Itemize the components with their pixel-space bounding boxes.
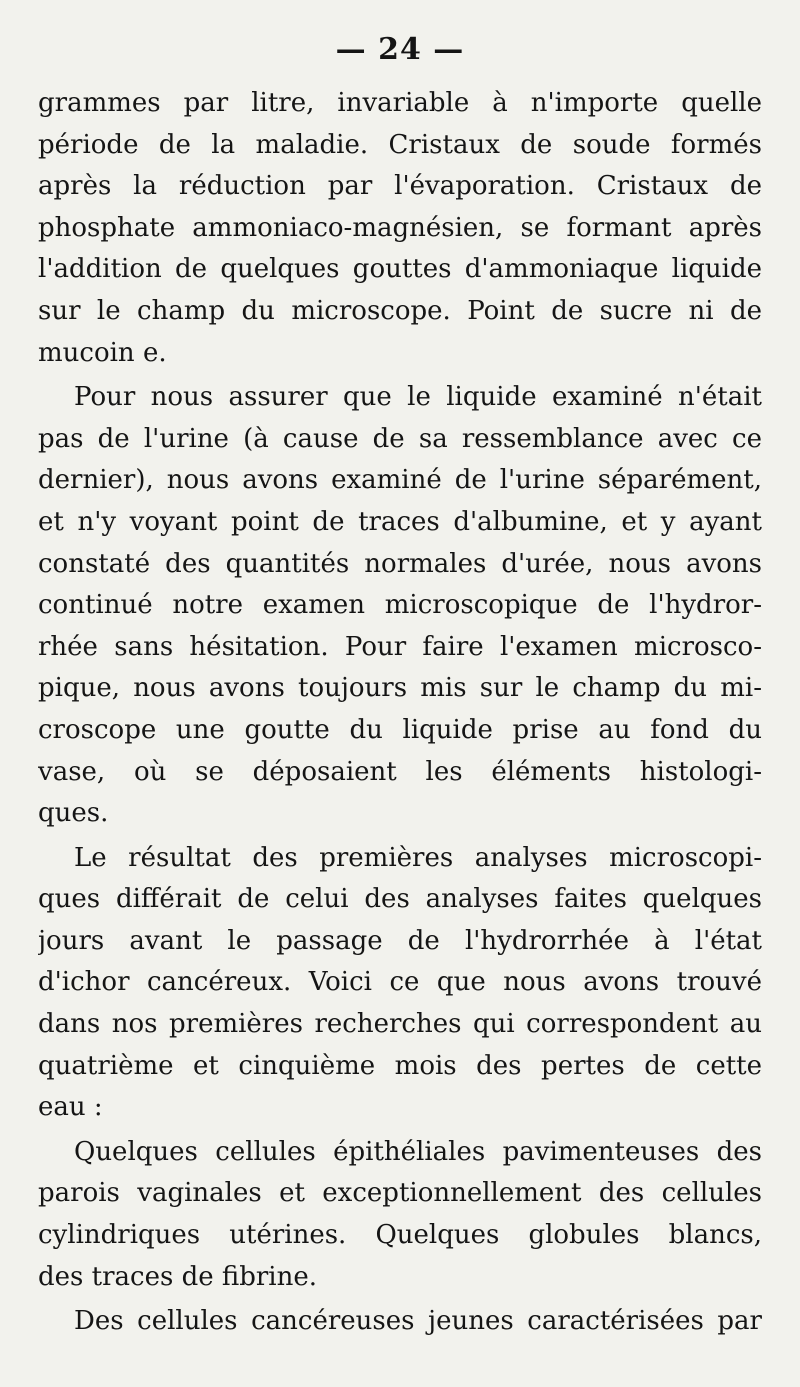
text-line: eau : xyxy=(38,1092,103,1123)
text-line: mucoin e. xyxy=(38,337,167,368)
text-line: après la réduction par l'évaporation. Cristaux de xyxy=(38,171,762,202)
text-line: pas de l'urine (à cause de sa ressemblance avec ce xyxy=(38,423,762,454)
text-line: Pour nous assurer que le liquide examiné n'était xyxy=(74,382,762,413)
text-line: ques. xyxy=(38,798,109,829)
text-line: des traces de fibrine. xyxy=(38,1261,317,1292)
page-number: — 24 — xyxy=(335,32,465,67)
text-line: période de la maladie. Cristaux de soude formés xyxy=(38,129,762,160)
text-line: phosphate ammoniaco-magnésien, se formant après xyxy=(38,212,762,243)
text-line: cylindriques utérines. Quelques globules blancs, xyxy=(38,1220,762,1251)
paragraph xyxy=(38,838,762,1129)
text-line: ques différait de celui des analyses faites quelques xyxy=(38,884,762,915)
text-line: Quelques cellules épithéliales pavimenteuses des xyxy=(74,1136,762,1167)
text-line: Des cellules cancéreuses jeunes caractérisées par xyxy=(74,1306,762,1337)
paragraph xyxy=(38,377,762,835)
text-line: constaté des quantités normales d'urée, nous avons xyxy=(38,548,762,579)
text-line: l'addition de quelques gouttes d'ammoniaque liquide xyxy=(38,254,762,285)
text-line: quatrième et cinquième mois des pertes de cette xyxy=(38,1050,762,1081)
body-text xyxy=(38,83,762,1343)
text-line: dernier), nous avons examiné de l'urine séparément, xyxy=(38,465,762,496)
text-line: sur le champ du microscope. Point de sucre ni de xyxy=(38,295,762,326)
text-line: pique, nous avons toujours mis sur le champ du mi- xyxy=(38,673,762,704)
text-line: grammes par litre, invariable à n'importe quelle xyxy=(38,88,762,118)
paragraph xyxy=(38,1301,762,1343)
text-line: rhée sans hésitation. Pour faire l'examen microsco- xyxy=(38,631,762,662)
text-line: vase, où se déposaient les éléments histologi- xyxy=(38,756,762,787)
text-line: continué notre examen microscopique de l'hydror- xyxy=(38,590,762,621)
text-line: Le résultat des premières analyses microscopi- xyxy=(74,842,762,873)
text-line: parois vaginales et exceptionnellement des cellules xyxy=(38,1178,762,1209)
text-line: jours avant le passage de l'hydrorrhée à l'état xyxy=(38,925,762,956)
text-line: et n'y voyant point de traces d'albumine, et y ayant xyxy=(38,506,762,537)
paragraph xyxy=(38,1132,762,1298)
text-line: croscope une goutte du liquide prise au fond du xyxy=(38,714,762,745)
paragraph xyxy=(38,83,762,374)
text-line: d'ichor cancéreux. Voici ce que nous avons trouvé xyxy=(38,967,762,998)
text-line: dans nos premières recherches qui correspondent au xyxy=(38,1009,762,1040)
